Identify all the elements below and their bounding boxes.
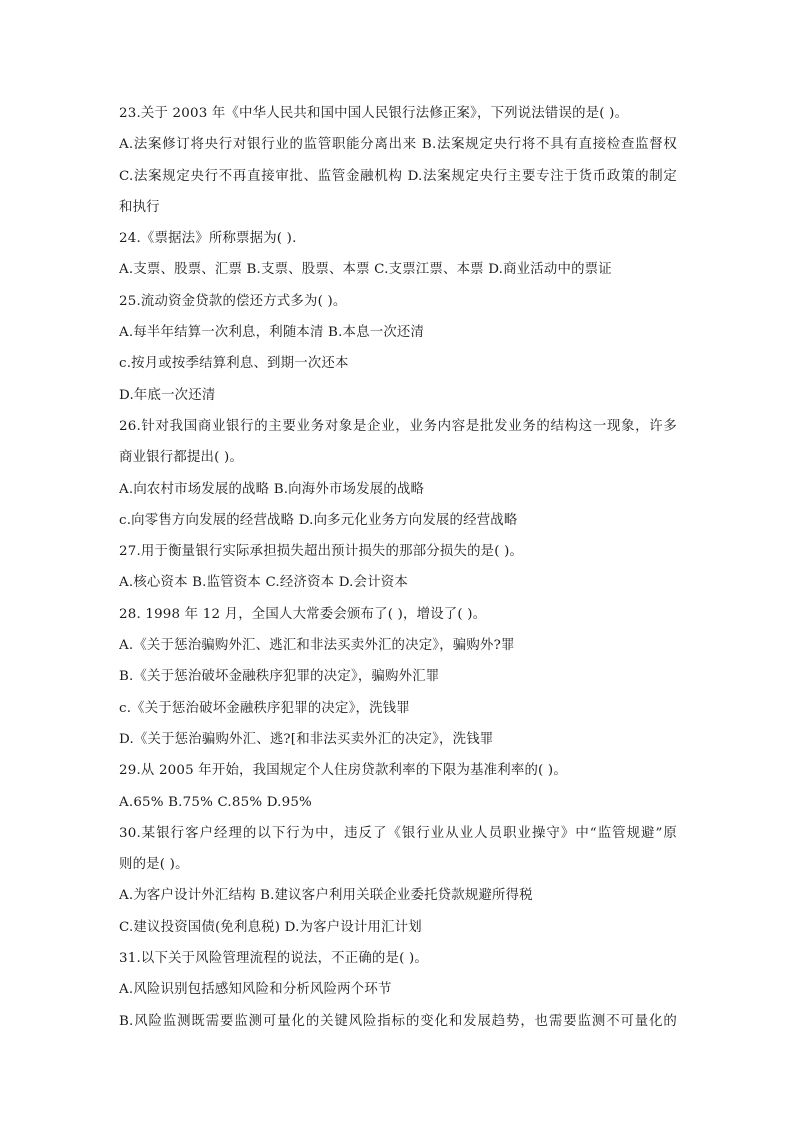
text-line: 商业银行都提出( )。 bbox=[119, 450, 244, 466]
text-line: c.《关于惩治破坏金融秩序犯罪的决定》，洗钱罪 bbox=[119, 700, 410, 716]
text-line: C.建议投资国债(免利息税) D.为客户设计用汇计划 bbox=[119, 919, 422, 935]
text-line: 25.流动资金贷款的偿还方式多为( )。 bbox=[119, 293, 347, 309]
text-line: A.向农村市场发展的战略 B.向海外市场发展的战略 bbox=[119, 481, 425, 497]
text-line: A.为客户设计外汇结构 B.建议客户利用关联企业委托贷款规避所得税 bbox=[119, 888, 533, 904]
text-line: C.法案规定央行不再直接审批、监管金融机构 D.法案规定央行主要专注于货币政策的制定 bbox=[119, 168, 677, 184]
text-line: 29.从 2005 年开始，我国规定个人住房贷款利率的下限为基准利率的( )。 bbox=[119, 763, 567, 779]
text-line: 24.《票据法》所称票据为( ). bbox=[119, 231, 297, 247]
text-line: 和执行 bbox=[119, 199, 160, 215]
text-line: 28. 1998 年 12 月，全国人大常委会颁布了( )，增设了( )。 bbox=[119, 606, 487, 622]
document-body bbox=[119, 98, 677, 1037]
text-line: A.风险识别包括感知风险和分析风险两个环节 bbox=[119, 982, 392, 998]
text-line: A.法案修订将央行对银行业的监管职能分离出来 B.法案规定央行将不具有直接检查监督权 bbox=[119, 137, 677, 153]
text-line: 26.针对我国商业银行的主要业务对象是企业，业务内容是批发业务的结构这一现象，许多 bbox=[119, 418, 677, 434]
text-line: A.《关于惩治骗购外汇、逃汇和非法买卖外汇的决定》，骗购外?罪 bbox=[119, 638, 515, 654]
text-line: B.风险监测既需要监测可量化的关键风险指标的变化和发展趋势，也需要监测不可量化的 bbox=[119, 1013, 677, 1029]
text-line: c.按月或按季结算利息、到期一次还本 bbox=[119, 356, 349, 372]
text-line: A.支票、股票、汇票 B.支票、股票、本票 C.支票江票、本票 D.商业活动中的票证 bbox=[119, 262, 612, 278]
text-line: D.《关于惩治骗购外汇、逃?[和非法买卖外汇的决定》，洗钱罪 bbox=[119, 731, 494, 747]
text-line: 则的是( )。 bbox=[119, 857, 189, 873]
text-line: 27.用于衡量银行实际承担损失超出预计损失的那部分损失的是( )。 bbox=[119, 544, 524, 560]
text-line: A.核心资本 B.监管资本 C.经济资本 D.会计资本 bbox=[119, 575, 408, 591]
text-line: A.每半年结算一次利息，利随本清 B.本息一次还清 bbox=[119, 325, 425, 341]
text-line: c.向零售方向发展的经营战略 D.向多元化业务方向发展的经营战略 bbox=[119, 512, 518, 528]
text-line: D.年底一次还清 bbox=[119, 387, 216, 403]
text-line: A.65% B.75% C.85% D.95% bbox=[119, 794, 312, 810]
text-line: B.《关于惩治破坏金融秩序犯罪的决定》，骗购外汇罪 bbox=[119, 669, 440, 685]
text-line: 23.关于 2003 年《中华人民共和国中国人民银行法修正案》，下列说法错误的是( )。 bbox=[119, 106, 629, 121]
text-line: 31.以下关于风险管理流程的说法，不正确的是( )。 bbox=[119, 951, 429, 967]
text-line: 30.某银行客户经理的以下行为中，违反了《银行业从业人员职业操守》中“监管规避”原 bbox=[119, 825, 677, 841]
